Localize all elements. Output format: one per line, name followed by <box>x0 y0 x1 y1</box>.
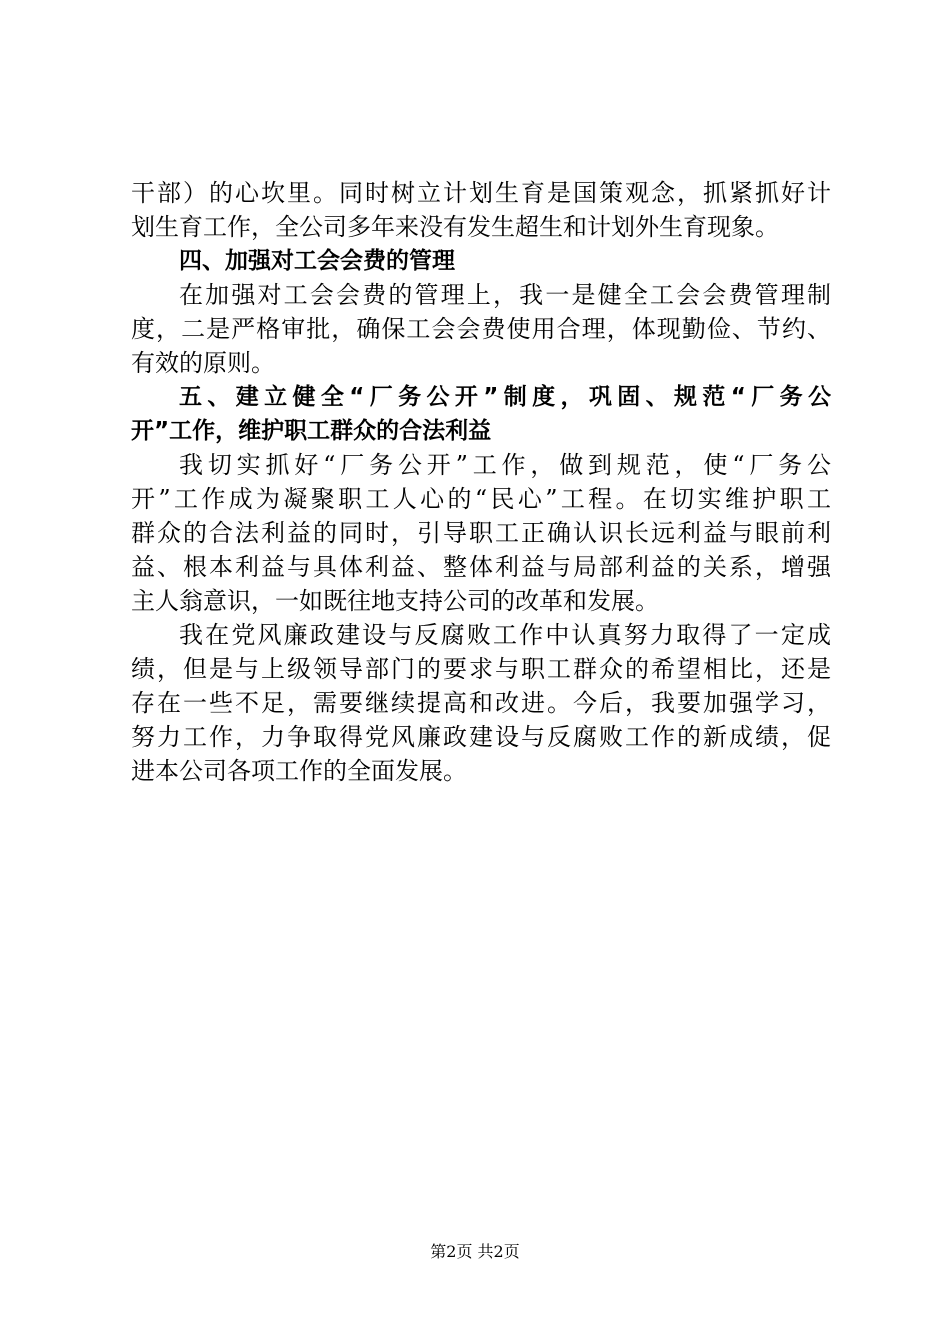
text-line: 主人翁意识，一如既往地支持公司的改革和发展。 <box>131 587 659 615</box>
paragraph-union-dues <box>131 278 831 380</box>
text-line: 有效的原则。 <box>131 349 275 377</box>
text-line: 进本公司各项工作的全面发展。 <box>131 757 467 785</box>
text-line: 存在一些不足，需要继续提高和改进。今后，我要加强学习， <box>131 689 831 717</box>
paragraph-family-planning <box>131 176 831 244</box>
section-heading-4 <box>131 244 831 278</box>
text-line: 干部）的心坎里。同时树立计划生育是国策观念，抓紧抓好计 <box>131 179 831 207</box>
paragraph-factory-transparency <box>131 448 831 618</box>
text-line: 度，二是严格审批，确保工会会费使用合理，体现勤俭、节约、 <box>131 315 831 343</box>
heading-line: 五、建立健全“厂务公开”制度，巩固、规范“厂务公 <box>179 384 831 410</box>
text-line: 开”工作成为凝聚职工人心的“民心”工程。在切实维护职工 <box>131 485 831 513</box>
text-line: 在加强对工会会费的管理上，我一是健全工会会费管理制 <box>179 281 831 309</box>
document-body <box>131 176 831 788</box>
text-line: 群众的合法利益的同时，引导职工正确认识长远利益与眼前利 <box>131 519 831 547</box>
page-number-footer: 第2页 共2页 <box>430 1242 520 1261</box>
text-line: 划生育工作，全公司多年来没有发生超生和计划外生育现象。 <box>131 213 779 241</box>
paragraph-conclusion <box>131 618 831 788</box>
heading-line: 开”工作，维护职工群众的合法利益 <box>131 418 492 444</box>
text-line: 益、根本利益与具体利益、整体利益与局部利益的关系，增强 <box>131 553 831 581</box>
text-line: 绩，但是与上级领导部门的要求与职工群众的希望相比，还是 <box>131 655 831 683</box>
section-heading-5 <box>131 380 831 448</box>
text-line: 我切实抓好“厂务公开”工作，做到规范，使“厂务公 <box>179 451 831 479</box>
text-line: 我在党风廉政建设与反腐败工作中认真努力取得了一定成 <box>179 621 831 649</box>
text-line: 努力工作，力争取得党风廉政建设与反腐败工作的新成绩，促 <box>131 723 831 751</box>
heading-line: 四、加强对工会会费的管理 <box>179 248 455 274</box>
